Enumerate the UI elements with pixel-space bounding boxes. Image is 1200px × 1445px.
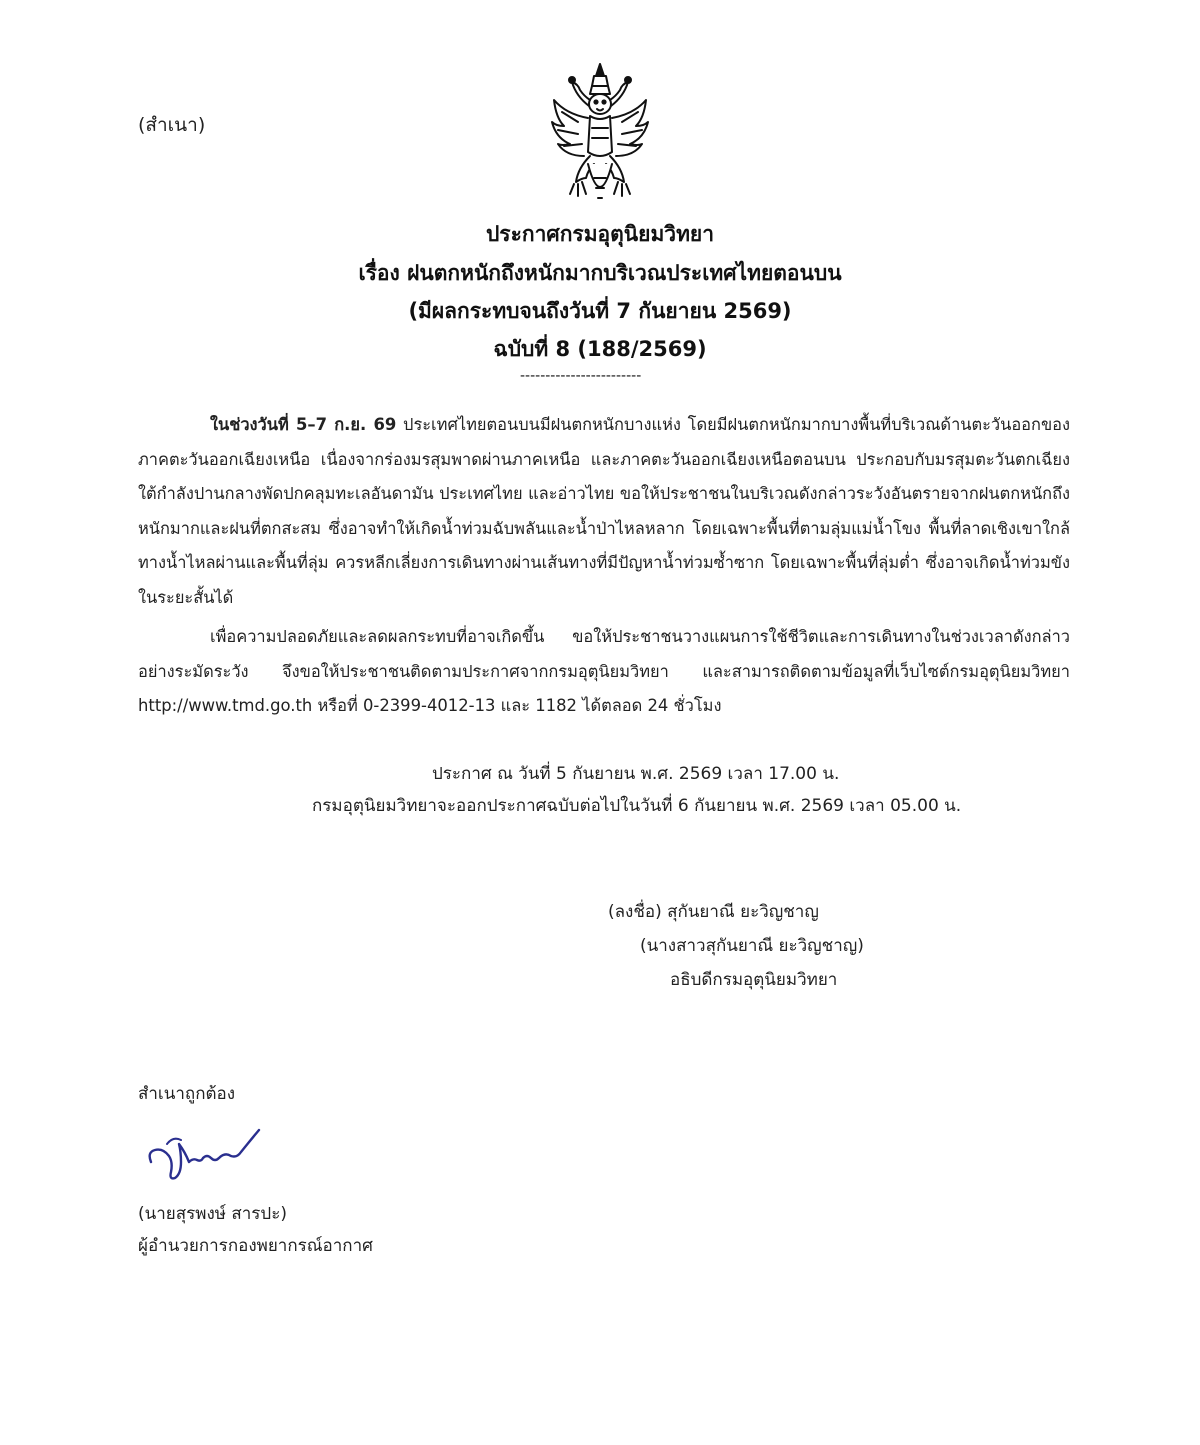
certifier-position: ผู้อำนวยการกองพยากรณ์อากาศ <box>138 1236 373 1256</box>
effective-date-line: (มีผลกระทบจนถึงวันที่ 7 กันยายน 2569) <box>408 299 792 323</box>
garuda-emblem-icon <box>548 60 652 210</box>
body-paragraph-2 <box>138 620 1070 724</box>
copy-mark: (สำเนา) <box>138 114 206 136</box>
issue-number: ฉบับที่ 8 (188/2569) <box>493 337 707 361</box>
announcement-subject: เรื่อง ฝนตกหนักถึงหนักมากบริเวณประเทศไทยตอนบน <box>358 261 842 285</box>
director-position: อธิบดีกรมอุตุนิยมวิทยา <box>670 970 838 990</box>
date-range-lead: ในช่วงวันที่ 5–7 ก.ย. 69 <box>210 415 397 434</box>
divider: ------------------------ <box>520 368 642 384</box>
body-paragraph-1 <box>138 408 1070 616</box>
next-issue-line: กรมอุตุนิยมวิทยาจะออกประกาศฉบับต่อไปในวันที่ 6 กันยายน พ.ศ. 2569 เวลา 05.00 น. <box>312 796 962 816</box>
handwritten-signature-icon <box>145 1122 265 1186</box>
certifier-name: (นายสุรพงษ์ สารปะ) <box>138 1204 287 1224</box>
announce-date-line: ประกาศ ณ วันที่ 5 กันยายน พ.ศ. 2569 เวลา 17.00 น. <box>432 764 840 784</box>
paragraph-1-text: ประเทศไทยตอนบนมีฝนตกหนักบางแห่ง โดยมีฝนตกหนักมากบางพื้นที่บริเวณด้านตะวันออกของภาคตะวันออกเฉียงเหนือ เนื่องจากร่องมรสุมพาดผ่านภาคเหนือ และภาคตะวันออกเฉียงเหนือตอนบน ประกอบกับมรสุมตะวันตกเฉียงใต้กำลังปานกลางพัดปกคลุมทะเลอันดามัน ประเทศไทย และอ่าวไทย ขอให้ประชาชนในบริเวณดังกล่าวระวังอันตรายจากฝนตกหนักถึงหนักมากและฝนที่ตกสะสม ซึ่งอาจทำให้เกิดน้ำท่วมฉับพลันและน้ำป่าไหลหลาก โดยเฉพาะพื้นที่ตามลุ่มแม่น้ำโขง พื้นที่ลาดเชิงเขาใกล้ทางน้ำไหลผ่านและพื้นที่ลุ่ม ควรหลีกเลี่ยงการเดินทางผ่านเส้นทางที่มีปัญหาน้ำท่วมซ้ำซาก โดยเฉพาะพื้นที่ลุ่มต่ำ ซึ่งอาจเกิดน้ำท่วมขังในระยะสั้นได้ <box>138 415 1070 607</box>
announcement-title: ประกาศกรมอุตุนิยมวิทยา <box>485 222 715 246</box>
certified-copy-label: สำเนาถูกต้อง <box>138 1084 236 1104</box>
director-full-name: (นางสาวสุกันยาณี ยะวิญชาญ) <box>640 936 864 956</box>
signed-name: (ลงชื่อ) สุกันยาณี ยะวิญชาญ <box>608 902 819 922</box>
paragraph-2-text: เพื่อความปลอดภัยและลดผลกระทบที่อาจเกิดขึ้น ขอให้ประชาชนวางแผนการใช้ชีวิตและการเดินทางในช่วงเวลาดังกล่าวอย่างระมัดระวัง จึงขอให้ประชาชนติดตามประกาศจากกรมอุตุนิยมวิทยา และสามารถติดตามข้อมูลที่เว็บไซต์กรมอุตุนิยมวิทยา http://www.tmd.go.th หรือที่ 0-2399-4012-13 และ 1182 ได้ตลอด 24 ชั่วโมง <box>138 627 1070 716</box>
